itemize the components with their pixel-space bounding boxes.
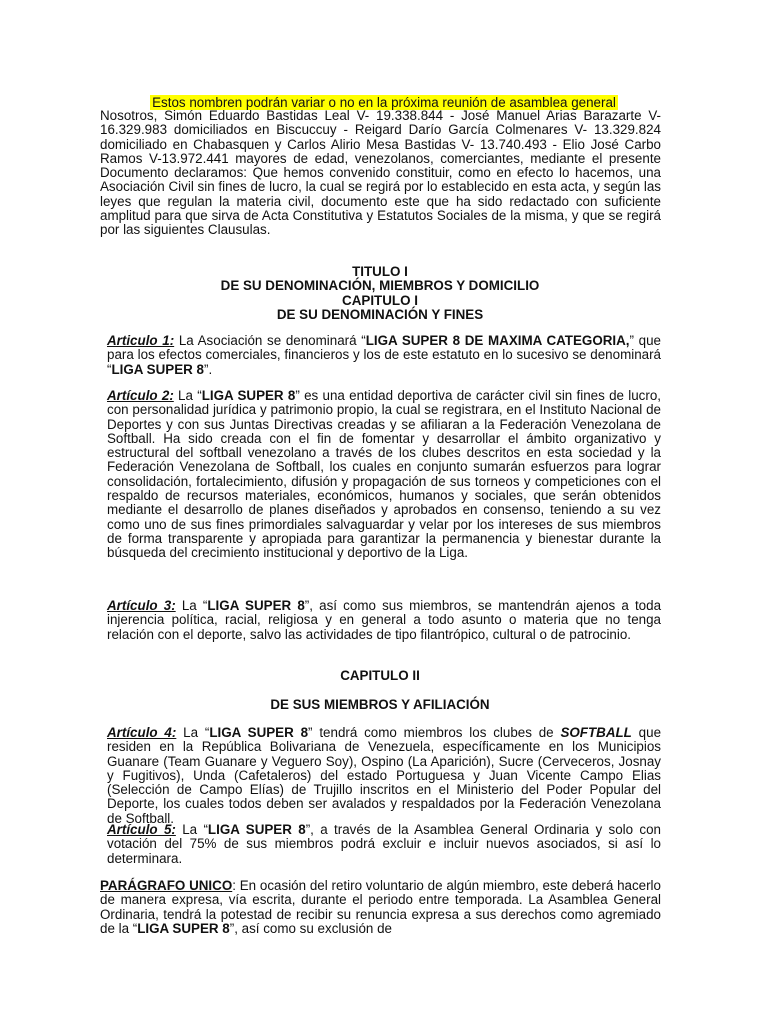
article-3 xyxy=(107,599,661,642)
article-1-bold-2: LIGA SUPER 8 xyxy=(111,361,204,377)
article-2 xyxy=(107,389,661,561)
heading-capitulo-2 xyxy=(100,669,660,683)
paragrafo-text-2: ”, así como su exclusión de xyxy=(229,920,392,936)
article-2-text-2: ” es una entidad deportiva de carácter civil sin fines de lucro, con personalidad jurídica y patrimonio propio, la cual se registrara, en el Instituto Nacional de Deportes y con sus Juntas Directivas creadas y se afiliaran a la Federación Venezolana de Softball. Ha sido creada con el fin de fomentar y desarrollar el ámbito organizativo y estructural del softball venezolano a través de los clubes descritos en esta sociedad y la Federación Venezolana de Softball, los cuales en conjunto sumarán esfuerzos para lograr consolidación, fortalecimiento, difusión y propagación de sus torneos y competiciones con el respaldo de recursos materiales, económicos, humanos y sociales, que serán obtenidos mediante el desarrollo de planes diseñados y aprobados en consenso, teniendo a su vez como uno de sus fines primordiales salvaguardar y velar por los intereses de sus miembros de forma transparente y apropiada para garantizar la permanencia y bienestar durante la búsqueda del crecimiento institucional y deportivo de la Liga. xyxy=(107,388,662,561)
article-2-text-1: La “ xyxy=(173,388,202,403)
article-2-label: Artículo 2: xyxy=(107,388,174,403)
article-4-text-2: ” tendrá como miembros los clubes de xyxy=(308,725,561,740)
article-3-text-1: La “ xyxy=(175,598,208,613)
heading-titulo-1 xyxy=(100,265,660,322)
article-5 xyxy=(107,823,661,866)
intro-text: Nosotros, Simón Eduardo Bastidas Leal V- 19.338.844 - José Manuel Arias Barazarte V- 16.329.983 domiciliados en Biscuccuy - Reigard Darío García Colmenares V- 13.329.824 domiciliado en Chabasquen y Carlos Alirio Mesa Bastidas V- 13.740.493 - Elio José Carbo Ramos V-13.972.441 mayores de edad, venezolanos, comerciantes, mediante el presente Documento declaramos: Que hemos convenido constituir, como en efecto lo hacemos, una Asociación Civil sin fines de lucro, la cual se regirá por lo establecido en esta acta, y según las leyes que regulan la materia civil, documento este que ha sido redactado con suficiente amplitud para que sirva de Acta Constitutiva y Estatutos Sociales de la misma, y que se regirá por las siguientes Clausulas. xyxy=(100,108,661,238)
heading-capitulo-2-name xyxy=(100,698,660,712)
article-5-text-2: ”, a través de la Asamblea General Ordinaria y solo con votación del 75% de sus miembros podrá excluir e incluir nuevos asociados, si así lo determinara. xyxy=(107,822,662,866)
article-3-bold-1: LIGA SUPER 8 xyxy=(207,598,305,613)
article-5-bold-1: LIGA SUPER 8 xyxy=(207,822,306,837)
article-1-label: Articulo 1: xyxy=(107,333,175,348)
article-4-text-3: que residen en la República Bolivariana de Venezuela, específicamente en los Municipios Guanare (Team Guanare y Veguero Soy), Ospino (La Aparición), Sucre (Cerveceros, Josnay y Fugitivos), Unda (Cafetaleros) del estado Portuguesa y Juan Vicente Campo Elias (Selección de Campo Elías) de Trujillo inscritos en el Ministerio del Poder Popular del Deporte, los cuales todos deben ser avalados y respaldados por la Federación Venezolana de Softball. xyxy=(107,725,662,826)
titulo-name: DE SU DENOMINACIÓN, MIEMBROS Y DOMICILIO xyxy=(220,278,540,294)
highlighted-note: Estos nombren podrán variar o no en la próxima reunión de asamblea general xyxy=(152,95,616,110)
capitulo-name: DE SU DENOMINACIÓN Y FINES xyxy=(276,306,484,322)
article-1-text-2: ” que para los efectos comerciales, financieros y los de este estatuto en lo sucesivo se denominará “ xyxy=(107,333,661,377)
article-4-label: Artículo 4: xyxy=(107,725,177,740)
paragrafo-text-1: : En ocasión del retiro voluntario de algún miembro, este deberá hacerlo de manera expresa, vía escrita, durante el periodo entre temporada. La Asamblea General Ordinaria, tendrá la potestad de recibir su renuncia expresa a sus derechos como agremiado de la “ xyxy=(100,878,661,936)
article-1 xyxy=(107,334,661,377)
paragrafo-label: PARÁGRAFO UNICO xyxy=(100,878,233,893)
article-4-bold-1: LIGA SUPER 8 xyxy=(209,725,309,740)
paragrafo-bold-1: LIGA SUPER 8 xyxy=(137,920,230,936)
article-4 xyxy=(107,726,661,826)
capitulo-label: CAPITULO I xyxy=(342,292,418,308)
article-4-bold-italic: SOFTBALL xyxy=(560,725,632,740)
article-1-text-1: La Asociación se denominará “ xyxy=(174,333,366,348)
article-4-text-1: La “ xyxy=(176,725,210,740)
article-1-bold-1: LIGA SUPER 8 DE MAXIMA CATEGORIA, xyxy=(365,333,630,348)
article-3-text-2: ”, así como sus miembros, se mantendrán ajenos a toda injerencia política, racial, religiosa y en general a todo asunto o materia que no tenga relación con el deporte, salvo las actividades de tipo filantrópico, cultural o de patrocinio. xyxy=(107,598,662,642)
article-2-bold-1: LIGA SUPER 8 xyxy=(201,388,296,403)
article-1-text-3: ”. xyxy=(203,361,213,377)
capitulo-2-name: DE SUS MIEMBROS Y AFILIACIÓN xyxy=(270,697,490,712)
article-5-label: Artículo 5: xyxy=(107,822,176,837)
article-3-label: Artículo 3: xyxy=(107,598,176,613)
paragrafo-unico xyxy=(100,879,661,936)
titulo-label: TITULO I xyxy=(352,264,408,279)
article-5-text-1: La “ xyxy=(175,822,208,837)
capitulo-2-label: CAPITULO II xyxy=(340,668,420,683)
intro-paragraph xyxy=(100,109,661,238)
